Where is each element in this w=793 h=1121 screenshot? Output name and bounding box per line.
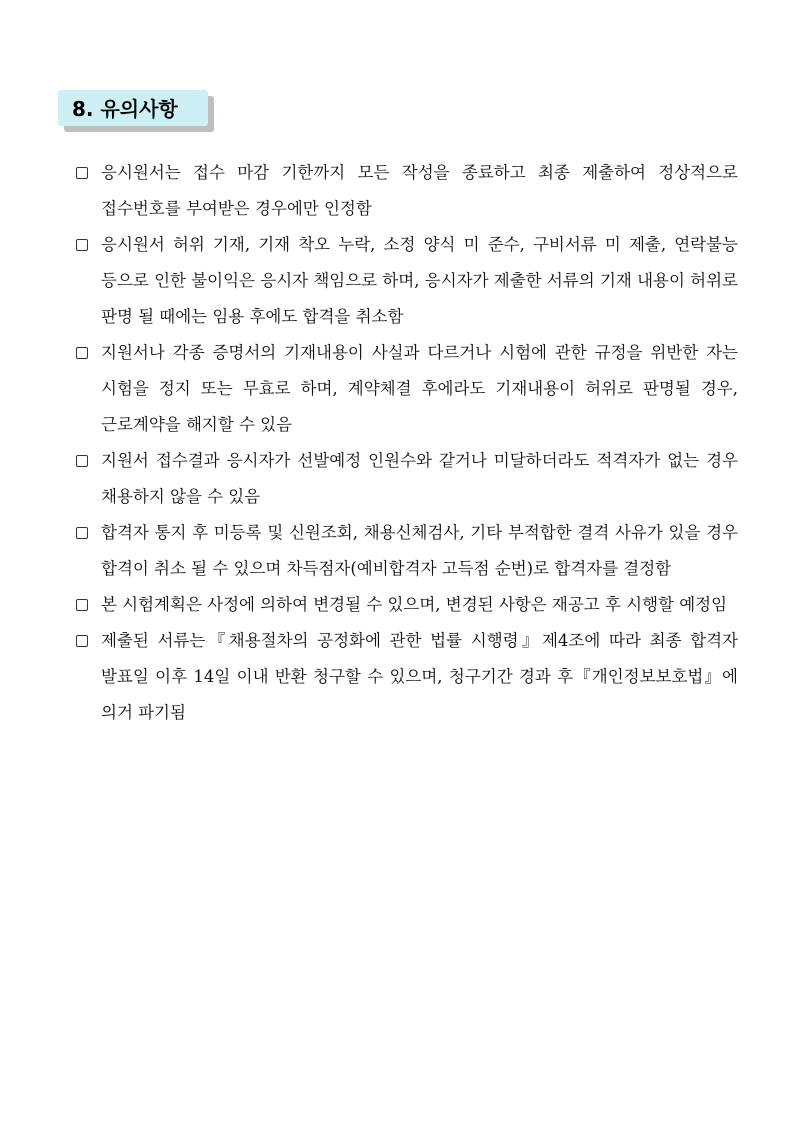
note-item [76, 587, 738, 623]
note-text: 응시원서 허위 기재, 기재 착오 누락, 소정 양식 미 준수, 구비서류 미 제출, 연락불능 등으로 인한 불이익은 응시자 책임으로 하며, 응시자가 제출한 서류의 기재 내용이 허위로 판명 될 때에는 임용 후에도 합격을 취소함 [101, 235, 738, 326]
note-text: 제출된 서류는『채용절차의 공정화에 관한 법률 시행령』제4조에 따라 최종 합격자 발표일 이후 14일 이내 반환 청구할 수 있으며, 청구기간 경과 후『개인정보보호법』에 의거 파기됨 [101, 631, 738, 722]
checkbox-icon [76, 527, 88, 539]
notes-list [76, 155, 738, 731]
checkbox-icon [76, 455, 88, 467]
checkbox-icon [76, 239, 88, 251]
checkbox-icon [76, 599, 88, 611]
note-item [76, 227, 738, 335]
checkbox-icon [76, 635, 88, 647]
note-text: 지원서나 각종 증명서의 기재내용이 사실과 다르거나 시험에 관한 규정을 위반한 자는 시험을 정지 또는 무효로 하며, 계약체결 후에라도 기재내용이 허위로 판명될 경우, 근로계약을 해지할 수 있음 [101, 343, 738, 434]
note-item [76, 515, 738, 587]
note-text: 합격자 통지 후 미등록 및 신원조회, 채용신체검사, 기타 부적합한 결격 사유가 있을 경우 합격이 취소 될 수 있으며 차득점자(예비합격자 고득점 순번)로 합격자를 결정함 [101, 523, 738, 578]
checkbox-icon [76, 347, 88, 359]
note-item [76, 443, 738, 515]
note-item [76, 155, 738, 227]
note-text: 지원서 접수결과 응시자가 선발예정 인원수와 같거나 미달하더라도 적격자가 없는 경우 채용하지 않을 수 있음 [101, 451, 738, 506]
section-title: 8. 유의사항 [58, 90, 208, 126]
note-item [76, 335, 738, 443]
note-text: 본 시험계획은 사정에 의하여 변경될 수 있으며, 변경된 사항은 재공고 후 시행할 예정임 [101, 595, 728, 614]
note-text: 응시원서는 접수 마감 기한까지 모든 작성을 종료하고 최종 제출하여 정상적으로 접수번호를 부여받은 경우에만 인정함 [101, 163, 738, 218]
section-header [58, 90, 208, 130]
note-item [76, 623, 738, 731]
checkbox-icon [76, 167, 88, 179]
